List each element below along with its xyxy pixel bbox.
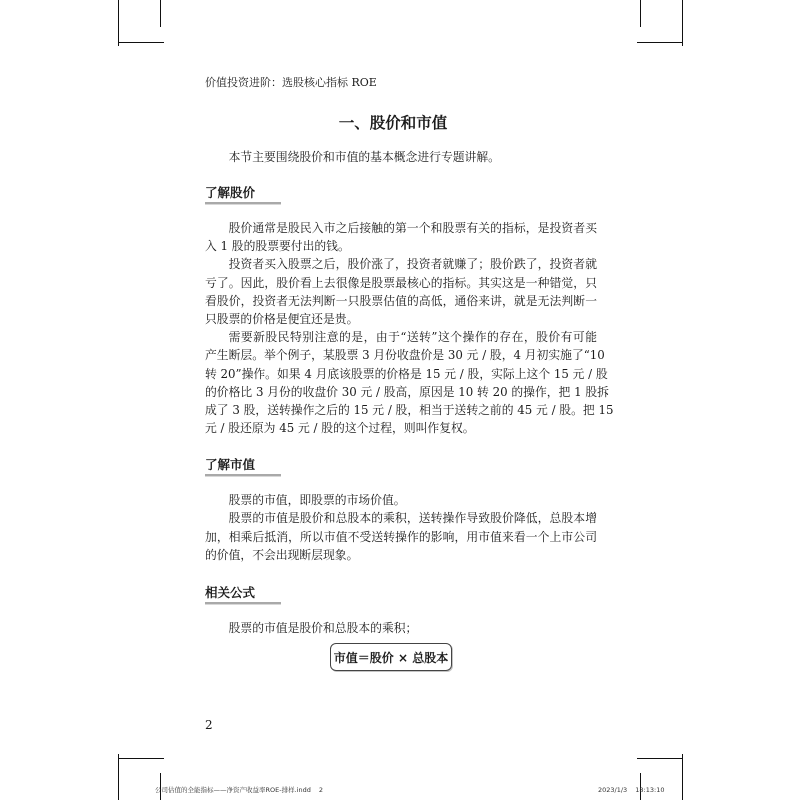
text-line: 转 20”操作。如果 4 月底该股票的价格是 15 元 / 股，实际上这个 15 元 / 股 [205,366,608,381]
heading-underline [205,474,281,476]
text-line: 成了 3 股，送转操作之后的 15 元 / 股，相当于送转之前的 45 元 / 股。把 15 [205,403,614,418]
formula-box [330,643,452,671]
heading-underline [205,202,281,204]
heading-underline [205,602,281,604]
text-line: 看股价，投资者无法判断一只股票估值的高低，通俗来讲，就是无法判断一 [205,293,597,308]
text-line: 只股票的价格是便宜还是贵。 [205,312,359,327]
section-body [205,219,614,437]
text-line: 亏了。因此，股价看上去很像是股票最核心的指标。其实这是一种错觉，只 [205,275,597,290]
section-body [205,619,597,637]
slug-time: 18:13:10 [635,786,665,794]
paragraph [205,328,614,437]
section-heading: 了解市值 [205,457,256,472]
chapter-title: 一、股价和市值 [338,114,448,132]
text-line: 的价格比 3 月份的收盘价 30 元 / 股高，原因是 10 转 20 的操作，把 1 股拆 [205,384,609,399]
paragraph [205,619,597,637]
text-line: 入 1 股的股票要付出的钱。 [205,239,350,254]
text-line: 股票的市值，即股票的市场价值。 [228,493,406,507]
paragraph [205,491,597,509]
slug-file-name: 公司估值的全能指标——净资产收益率ROE-排样.indd [155,786,311,794]
slug-timestamp [598,785,664,795]
slug-page: 2 [318,786,324,794]
text-line: 本节主要围绕股价和市值的基本概念进行专题讲解。 [228,150,500,164]
text-line: 的价值，不会出现断层现象。 [205,548,359,563]
text-line: 元 / 股还原为 45 元 / 股的这个过程，则叫作复权。 [205,421,475,436]
running-header: 价值投资进阶：选股核心指标 ROE [205,76,377,89]
section-heading: 相关公式 [205,585,256,600]
formula-text: 市值＝股价 × 总股本 [333,650,449,665]
text-line: 股票的市值是股价和总股本的乘积； [228,621,418,635]
section-heading: 了解股价 [205,185,256,200]
text-line: 需要新股民特别注意的是，由于“送转”这个操作的存在，股价有可能 [228,330,597,345]
text-line: 产生断层。举个例子，某股票 3 月份收盘价是 30 元 / 股，4 月初实施了“10 [205,348,605,363]
text-line: 投资者买入股票之后，股价涨了，投资者就赚了；股价跌了，投资者就 [228,257,597,272]
paragraph [205,255,597,328]
section-body [205,491,597,565]
intro-paragraph [205,148,597,166]
slug-date: 2023/1/3 [598,786,628,794]
text-line: 股票的市值是股价和总股本的乘积，送转操作导致股价降低，总股本增 [228,511,597,526]
paragraph [205,219,597,255]
page-number: 2 [205,718,213,732]
paragraph [205,509,597,564]
text-line: 股价通常是股民入市之后接触的第一个和股票有关的指标，是投资者买 [228,221,597,235]
text-line: 加，相乘后抵消，所以市值不受送转操作的影响，用市值来看一个上市公司 [205,529,597,544]
slug-file-info [155,785,323,795]
